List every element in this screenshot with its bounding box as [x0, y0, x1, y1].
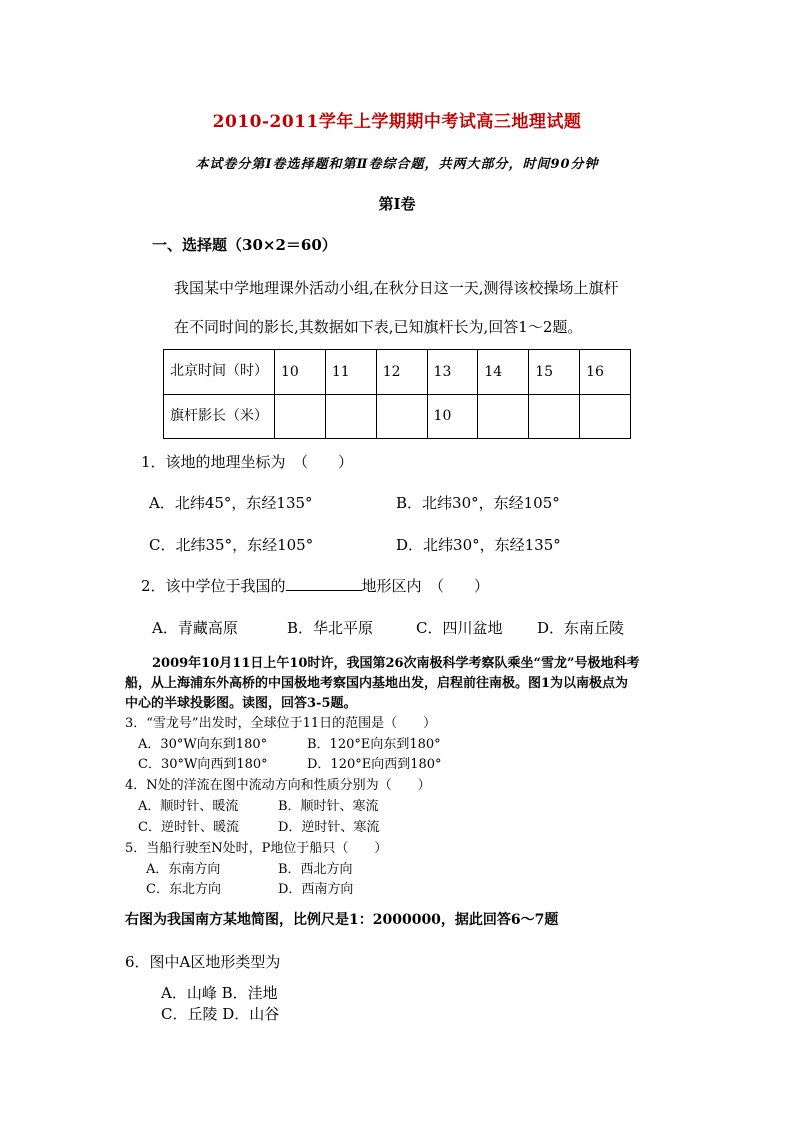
question-1-option-d: D．北纬30°，东经135° — [396, 536, 561, 554]
table-cell — [478, 394, 529, 439]
question-3-option-b: B．120°E向东到180° — [307, 737, 441, 752]
question-6-option-c: C．丘陵 — [161, 1005, 218, 1023]
question-6-option-b: B．洼地 — [221, 984, 278, 1002]
shadow-table — [163, 349, 631, 439]
question-1-option-b: B．北纬30°，东经105° — [396, 494, 560, 512]
table-row — [164, 350, 631, 395]
question-4-option-d: D．逆时针、寒流 — [278, 820, 380, 835]
section-heading: 一、选择题（30×2＝60） — [152, 236, 337, 254]
table-cell: 10 — [275, 350, 326, 395]
question-6-options-row-2 — [161, 1003, 279, 1024]
question-5-option-b: B．西北方向 — [278, 862, 353, 877]
table-row — [164, 394, 631, 439]
question-2-option-a: A．青藏高原 — [152, 619, 238, 637]
answer-blank — [286, 576, 362, 591]
exam-subtitle: 本试卷分第Ⅰ卷选择题和第Ⅱ卷综合题，共两大部分，时间90分钟 — [195, 157, 599, 172]
question-1-option-a: A．北纬45°，东经135° — [149, 494, 313, 512]
question-4-option-a: A．顺时针、暖流 — [138, 799, 239, 814]
table-cell: 13 — [427, 350, 478, 395]
table-cell: 11 — [325, 350, 376, 395]
question-4-option-c: C．逆时针、暖流 — [138, 820, 239, 835]
table-header-time: 北京时间（时） — [164, 350, 275, 395]
table-cell: 14 — [478, 350, 529, 395]
table-cell — [529, 394, 580, 439]
table-cell: 16 — [580, 350, 631, 395]
question-2-stem-start: 2．该中学位于我国的 — [141, 577, 286, 595]
passage-2-line-2: 船，从上海浦东外高桥的中国极地考察国内基地出发，启程前往南极。图1为以南极点为 — [125, 676, 629, 691]
question-3-option-a: A．30°W向东到180° — [138, 737, 268, 752]
table-cell — [376, 394, 427, 439]
question-4-option-b: B．顺时针、寒流 — [278, 799, 379, 814]
question-5-stem: 5．当船行驶至N处时，P地位于船只（ ） — [125, 841, 388, 856]
intro-line-2: 在不同时间的影长,其数据如下表,已知旗杆长为,回答1～2题。 — [174, 318, 583, 336]
passage-2-line-1: 2009年10月11日上午10时许，我国第26次南极科学考察队乘坐“雪龙”号极地科考 — [152, 656, 640, 671]
exam-title: 2010-2011学年上学期期中考试高三地理试题 — [212, 112, 582, 132]
question-4-stem: 4．N处的洋流在图中流动方向和性质分别为（ ） — [125, 778, 431, 793]
question-6-options-row-1 — [161, 982, 278, 1003]
question-3-option-c: C．30°W向西到180° — [138, 757, 268, 772]
table-cell — [325, 394, 376, 439]
passage-3: 右图为我国南方某地简图，比例尺是1：2000000，据此回答6～7题 — [125, 912, 559, 928]
question-2-option-d: D．东南丘陵 — [537, 619, 625, 637]
question-5-option-c: C．东北方向 — [146, 882, 221, 897]
question-6-option-a: A．山峰 — [161, 984, 217, 1002]
question-1-stem: 1．该地的地理坐标为 （ ） — [141, 453, 354, 471]
question-1-option-c: C．北纬35°，东经105° — [149, 536, 314, 554]
question-2-option-b: B．华北平原 — [287, 619, 374, 637]
table-cell: 10 — [427, 394, 478, 439]
question-2-stem — [141, 575, 489, 596]
question-5-option-d: D．西南方向 — [278, 882, 354, 897]
table-cell: 12 — [376, 350, 427, 395]
passage-2-line-3: 中心的半球投影图。读图，回答3-5题。 — [125, 696, 357, 711]
question-3-option-d: D．120°E向西到180° — [307, 757, 442, 772]
question-5-option-a: A．东南方向 — [146, 862, 221, 877]
intro-line-1: 我国某中学地理课外活动小组,在秋分日这一天,测得该校操场上旗杆 — [174, 279, 619, 297]
table-cell — [580, 394, 631, 439]
question-6-stem: 6．图中A区地形类型为 — [125, 953, 281, 971]
question-2-option-c: C．四川盆地 — [416, 619, 503, 637]
question-2-stem-end: 地形区内 （ ） — [361, 577, 490, 595]
table-cell: 15 — [529, 350, 580, 395]
question-6-option-d: D．山谷 — [222, 1005, 280, 1023]
table-cell — [275, 394, 326, 439]
table-header-shadow: 旗杆影长（米） — [164, 394, 275, 439]
question-3-stem: 3．“雪龙号”出发时，全球位于11日的范围是（ ） — [125, 716, 437, 731]
volume-heading: 第Ⅰ卷 — [378, 195, 416, 213]
